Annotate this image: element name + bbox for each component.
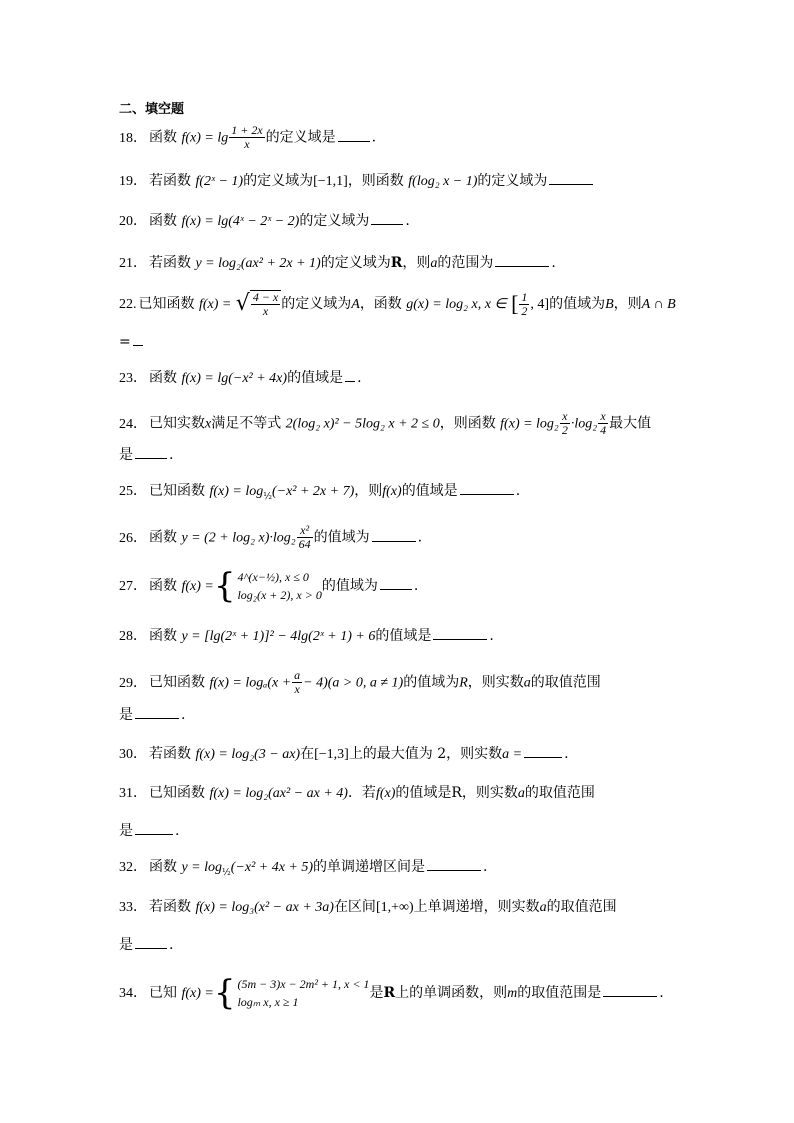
answer-blank[interactable] [135, 706, 179, 719]
answer-blank[interactable] [372, 529, 416, 542]
answer-blank[interactable] [427, 858, 481, 871]
answer-blank[interactable] [135, 822, 173, 835]
answer-blank[interactable] [135, 936, 167, 949]
question-32: 32． 函数 $y = \log_{\frac{1}{2}}(-x^2 + 4x + 5)$的单调递增区间是 . [119, 859, 488, 878]
section-title: 二、填空题 [119, 102, 185, 117]
question-24-cont: 是 . [119, 447, 174, 463]
question-19: 19． 若函数 f(2ˣ − 1)的定义域为[−1,1]，则函数 f(log₂ x − 1)的定义域为 [119, 172, 595, 191]
answer-blank[interactable] [495, 254, 549, 267]
question-33: 33． 若函数 f(x) = log₃(x² − ax + 3a)在区间[1,+∞)上单调递增，则实数a的取值范围 [119, 899, 617, 915]
question-29-cont: 是 . [119, 707, 186, 723]
answer-blank[interactable] [603, 984, 657, 997]
question-25: 25． 已知函数 $f(x) = \log_{\frac{1}{2}}(-x^2 + 2x + 7)$，则f(x)的值域是 . [119, 483, 521, 502]
question-20: 20． 函数 f(x) = lg(4ˣ − 2ˣ − 2)的定义域为 . [119, 213, 410, 229]
question-34: 34． 已知 f(x) ={ (5m − 3)x − 2m² + 1, x < 1 logₘ x, x ≥ 1 是R上的单调函数，则m的取值范围是 . [119, 973, 664, 1013]
question-33-cont: 是 . [119, 937, 174, 953]
answer-blank[interactable] [460, 482, 514, 495]
question-26: 26． 函数 y = (2 + log₂ x)·log₂ $\frac{\text{x²}}{64}$ 的值域为 . [119, 523, 423, 551]
question-number: 18． [119, 130, 147, 146]
answer-blank[interactable] [433, 627, 487, 640]
question-24: 24． 已知实数x满足不等式 2(log₂ x)² − 5log₂ x + 2 ≤ 0，则函数 f(x) = log₂ $\frac{x}{2}$ ·log₂ $\frac{x}{4}$ 最大值 [119, 409, 652, 437]
question-27: 27． 函数 f(x) ={ 4^(x−½), x ≤ 0 log₂(x + 2), x > 0 的值域为 . [119, 566, 419, 606]
question-29: 29． 已知函数 f(x) = logₐ(x + $\frac{a}{x}$ − 4)(a > 0, a ≠ 1)的值域为R，则实数a的取值范围 [119, 668, 601, 696]
question-31-cont: 是 . [119, 823, 180, 839]
question-28: 28． 函数 y = [lg(2ˣ + 1)]² − 4lg(2ˣ + 1) + 6的值域是 . [119, 628, 494, 644]
question-21: 21． 若函数 y = log₂(ax² + 2x + 1)的定义域为R，则a的范围为 . [119, 255, 556, 271]
answer-blank[interactable] [371, 212, 403, 225]
answer-blank[interactable] [135, 446, 167, 459]
answer-blank[interactable] [133, 333, 143, 346]
answer-blank[interactable] [345, 369, 355, 382]
answer-blank[interactable] [338, 129, 370, 142]
answer-blank[interactable] [524, 745, 562, 758]
question-22: 22. 已知函数 f(x) = √ $\frac{4 - x}{x}$ 的定义域为A，函数 g(x) = log₂ x, x ∈ [ $\frac{1}{2}$ , 4]的值域为B，则A ∩ B [119, 289, 676, 318]
question-23: 23． 函数 f(x) = lg(−x² + 4x)的值域是 . [119, 370, 362, 386]
answer-blank[interactable] [549, 172, 593, 185]
question-31: 31． 已知函数 f(x) = log₂(ax² − ax + 4)．若f(x)的值域是R，则实数a的取值范围 [119, 785, 595, 801]
question-22-cont: = [119, 333, 145, 351]
question-18: 18． 函数 f(x) = lg $\frac{1 + 2x}{x}$ 的定义域是 . [119, 123, 377, 151]
answer-blank[interactable] [380, 577, 412, 590]
question-30: 30． 若函数 f(x) = log₂(3 − ax)在[−1,3]上的最大值为 2，则实数a = . [119, 746, 569, 762]
